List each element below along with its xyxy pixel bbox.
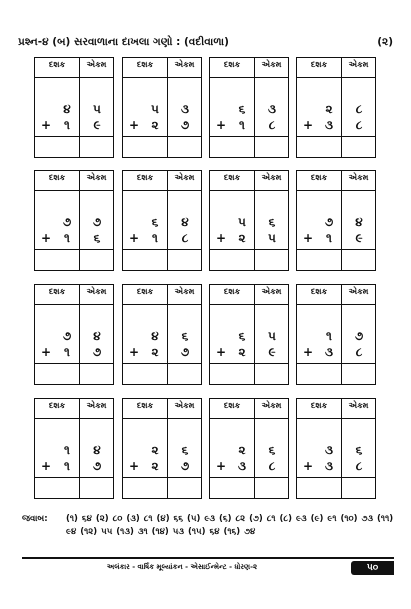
tens-header: દશક [310,287,328,296]
question-heading: પ્રશ્ન-૪ (બ) સરવાળાના દાખલા ગણો : (વદીવાળા) [18,36,229,48]
addition-box [209,57,289,158]
addend2-tens: ૧ [152,231,158,245]
addend2-ones: ૮ [355,459,363,473]
addend1-tens: ૧ [64,443,70,457]
page-number: ૫૦ [351,561,394,575]
footer-divider [22,557,394,559]
addend1-tens: ૫ [151,102,159,116]
addend2-ones: ૮ [268,118,276,132]
tens-header: દશક [136,287,154,296]
addition-box [34,284,114,385]
column-divider [167,399,168,498]
plus-sign: + [40,231,52,245]
header-divider [210,77,288,78]
ones-header: એકમ [86,60,107,69]
ones-header: એકમ [86,173,107,182]
marks: (૨) [377,36,393,48]
sum-divider [210,136,288,137]
addend1-ones: ૬ [355,443,363,457]
addend2-tens: ૧ [326,231,332,245]
column-divider [341,399,342,498]
header-divider [35,77,113,78]
addition-box [296,284,376,385]
sum-divider [123,363,201,364]
addition-box [122,284,202,385]
tens-header: દશક [48,173,66,182]
ones-header: એકમ [86,287,107,296]
footer-text: અલંકાર - વાર્ષિક મૂલ્યાંકન - એસાઈન્મેન્ટ - ધોરણ-૨ [106,563,258,571]
tens-header: દશક [223,173,241,182]
tens-header: દશક [223,287,241,296]
plus-sign: + [40,118,52,132]
answers-text: (૧) ૬૪ (૨) ૮૦ (૩) ૮૧ (૪) ૬૬ (૫) ૯૩ (૬) ૮૨ (૭) ૮૧ (૮) ૯૩ (૯) ૯૧ (૧૦) ૭૩ (૧૧) ૯૪ (૧૨) ૫૫ (૧૩) ૩૧ (૧૪) ૫૩ (૧૫) ૬૪ (૧૬) ૭૪ [66,514,394,537]
ones-header: એકમ [261,401,282,410]
addend1-tens: ૨ [238,443,246,457]
column-divider [167,171,168,270]
tens-header: દશક [48,60,66,69]
addend1-tens: ૬ [151,215,159,229]
addend2-tens: ૧ [239,118,245,132]
plus-sign: + [40,459,52,473]
sum-divider [35,363,113,364]
addend2-ones: ૭ [92,345,102,359]
addend2-tens: ૧ [64,459,70,473]
addend2-tens: ૩ [325,459,333,473]
addition-box [209,170,289,271]
addend2-tens: ૨ [151,345,159,359]
column-divider [254,285,255,384]
addend1-tens: ૧ [326,329,332,343]
addend2-tens: ૩ [325,118,333,132]
plus-sign: + [128,459,140,473]
sum-divider [210,477,288,478]
ones-header: એકમ [174,401,195,410]
addend1-tens: ૫ [238,215,246,229]
header-divider [35,304,113,305]
column-divider [254,399,255,498]
addend2-ones: ૯ [355,231,363,245]
addend1-tens: ૨ [325,102,333,116]
column-divider [167,285,168,384]
sum-divider [297,477,375,478]
column-divider [79,171,80,270]
addend1-ones: ૭ [92,215,102,229]
ones-header: એકમ [261,287,282,296]
addend2-ones: ૭ [180,345,190,359]
addend1-tens: ૩ [325,443,333,457]
addend1-tens: ૪ [151,329,159,343]
sum-divider [35,249,113,250]
sum-divider [123,249,201,250]
plus-sign: + [128,345,140,359]
addend1-ones: ૩ [268,102,276,116]
addend1-tens: ૬ [238,329,246,343]
addend1-tens: ૭ [62,215,72,229]
sum-divider [35,477,113,478]
header-divider [297,304,375,305]
header-divider [123,418,201,419]
tens-header: દશક [223,401,241,410]
ones-header: એકમ [348,60,369,69]
addition-box [34,170,114,271]
addend2-ones: ૮ [355,118,363,132]
addition-box [122,57,202,158]
addend1-ones: ૬ [181,329,189,343]
column-divider [254,171,255,270]
addend2-tens: ૨ [238,345,246,359]
addend1-ones: ૪ [355,215,363,229]
addend2-ones: ૬ [93,231,101,245]
tens-header: દશક [310,60,328,69]
addition-box [34,398,114,499]
sum-divider [210,363,288,364]
addend2-tens: ૧ [64,345,70,359]
column-divider [341,285,342,384]
column-divider [167,58,168,157]
header-divider [210,190,288,191]
plus-sign: + [40,345,52,359]
addition-box [296,57,376,158]
ones-header: એકમ [348,173,369,182]
plus-sign: + [302,118,314,132]
tens-header: દશક [48,401,66,410]
addend2-tens: ૩ [238,459,246,473]
plus-sign: + [302,231,314,245]
addend1-ones: ૮ [355,102,363,116]
column-divider [341,58,342,157]
addend2-tens: ૩ [325,345,333,359]
sum-divider [297,136,375,137]
addition-box [296,398,376,499]
addend2-ones: ૮ [355,345,363,359]
ones-header: એકમ [348,401,369,410]
ones-header: એકમ [261,60,282,69]
header-divider [35,190,113,191]
addend1-ones: ૭ [354,329,364,343]
addend2-tens: ૨ [151,459,159,473]
tens-header: દશક [310,173,328,182]
ones-header: એકમ [174,60,195,69]
addition-box [122,170,202,271]
header-divider [297,418,375,419]
tens-header: દશક [136,401,154,410]
header-divider [123,304,201,305]
addend2-ones: ૯ [93,118,101,132]
tens-header: દશક [310,401,328,410]
header-divider [123,77,201,78]
addend1-ones: ૩ [181,102,189,116]
column-divider [79,399,80,498]
plus-sign: + [215,231,227,245]
ones-header: એકમ [174,287,195,296]
header-divider [210,304,288,305]
ones-header: એકમ [261,173,282,182]
addition-box [34,57,114,158]
addend1-ones: ૪ [93,329,101,343]
addend1-ones: ૫ [93,102,101,116]
addend1-ones: ૬ [268,443,276,457]
ones-header: એકમ [348,287,369,296]
addend2-ones: ૭ [92,459,102,473]
sum-divider [123,477,201,478]
addend1-ones: ૫ [268,329,276,343]
column-divider [79,58,80,157]
addend1-ones: ૬ [268,215,276,229]
addend1-tens: ૨ [151,443,159,457]
addend2-tens: ૨ [151,118,159,132]
tens-header: દશક [136,173,154,182]
addend2-ones: ૫ [268,231,276,245]
ones-header: એકમ [174,173,195,182]
addend1-ones: ૬ [181,443,189,457]
plus-sign: + [128,118,140,132]
column-divider [254,58,255,157]
plus-sign: + [302,345,314,359]
tens-header: દશક [48,287,66,296]
sum-divider [210,249,288,250]
header-divider [123,190,201,191]
addend1-tens: ૭ [324,215,334,229]
header-divider [297,77,375,78]
plus-sign: + [215,459,227,473]
addend2-ones: ૮ [181,231,189,245]
header-divider [35,418,113,419]
sum-divider [35,136,113,137]
tens-header: દશક [223,60,241,69]
addend1-tens: ૬ [238,102,246,116]
tens-header: દશક [136,60,154,69]
addend1-ones: ૪ [93,443,101,457]
sum-divider [297,363,375,364]
header-divider [297,190,375,191]
plus-sign: + [128,231,140,245]
addend2-ones: ૯ [268,345,276,359]
answers-label: જવાબ: [22,514,48,524]
header-divider [210,418,288,419]
column-divider [79,285,80,384]
column-divider [341,171,342,270]
addition-box [122,398,202,499]
addend2-ones: ૭ [180,459,190,473]
addend2-tens: ૧ [64,231,70,245]
addend1-tens: ૪ [63,102,71,116]
addend2-ones: ૭ [180,118,190,132]
addend2-tens: ૧ [64,118,70,132]
addend2-ones: ૮ [268,459,276,473]
plus-sign: + [215,118,227,132]
addend1-tens: ૭ [62,329,72,343]
addition-box [209,398,289,499]
addition-box [296,170,376,271]
addition-box [209,284,289,385]
plus-sign: + [302,459,314,473]
ones-header: એકમ [86,401,107,410]
sum-divider [297,249,375,250]
addend1-ones: ૪ [181,215,189,229]
addend2-tens: ૨ [238,231,246,245]
sum-divider [123,136,201,137]
plus-sign: + [215,345,227,359]
